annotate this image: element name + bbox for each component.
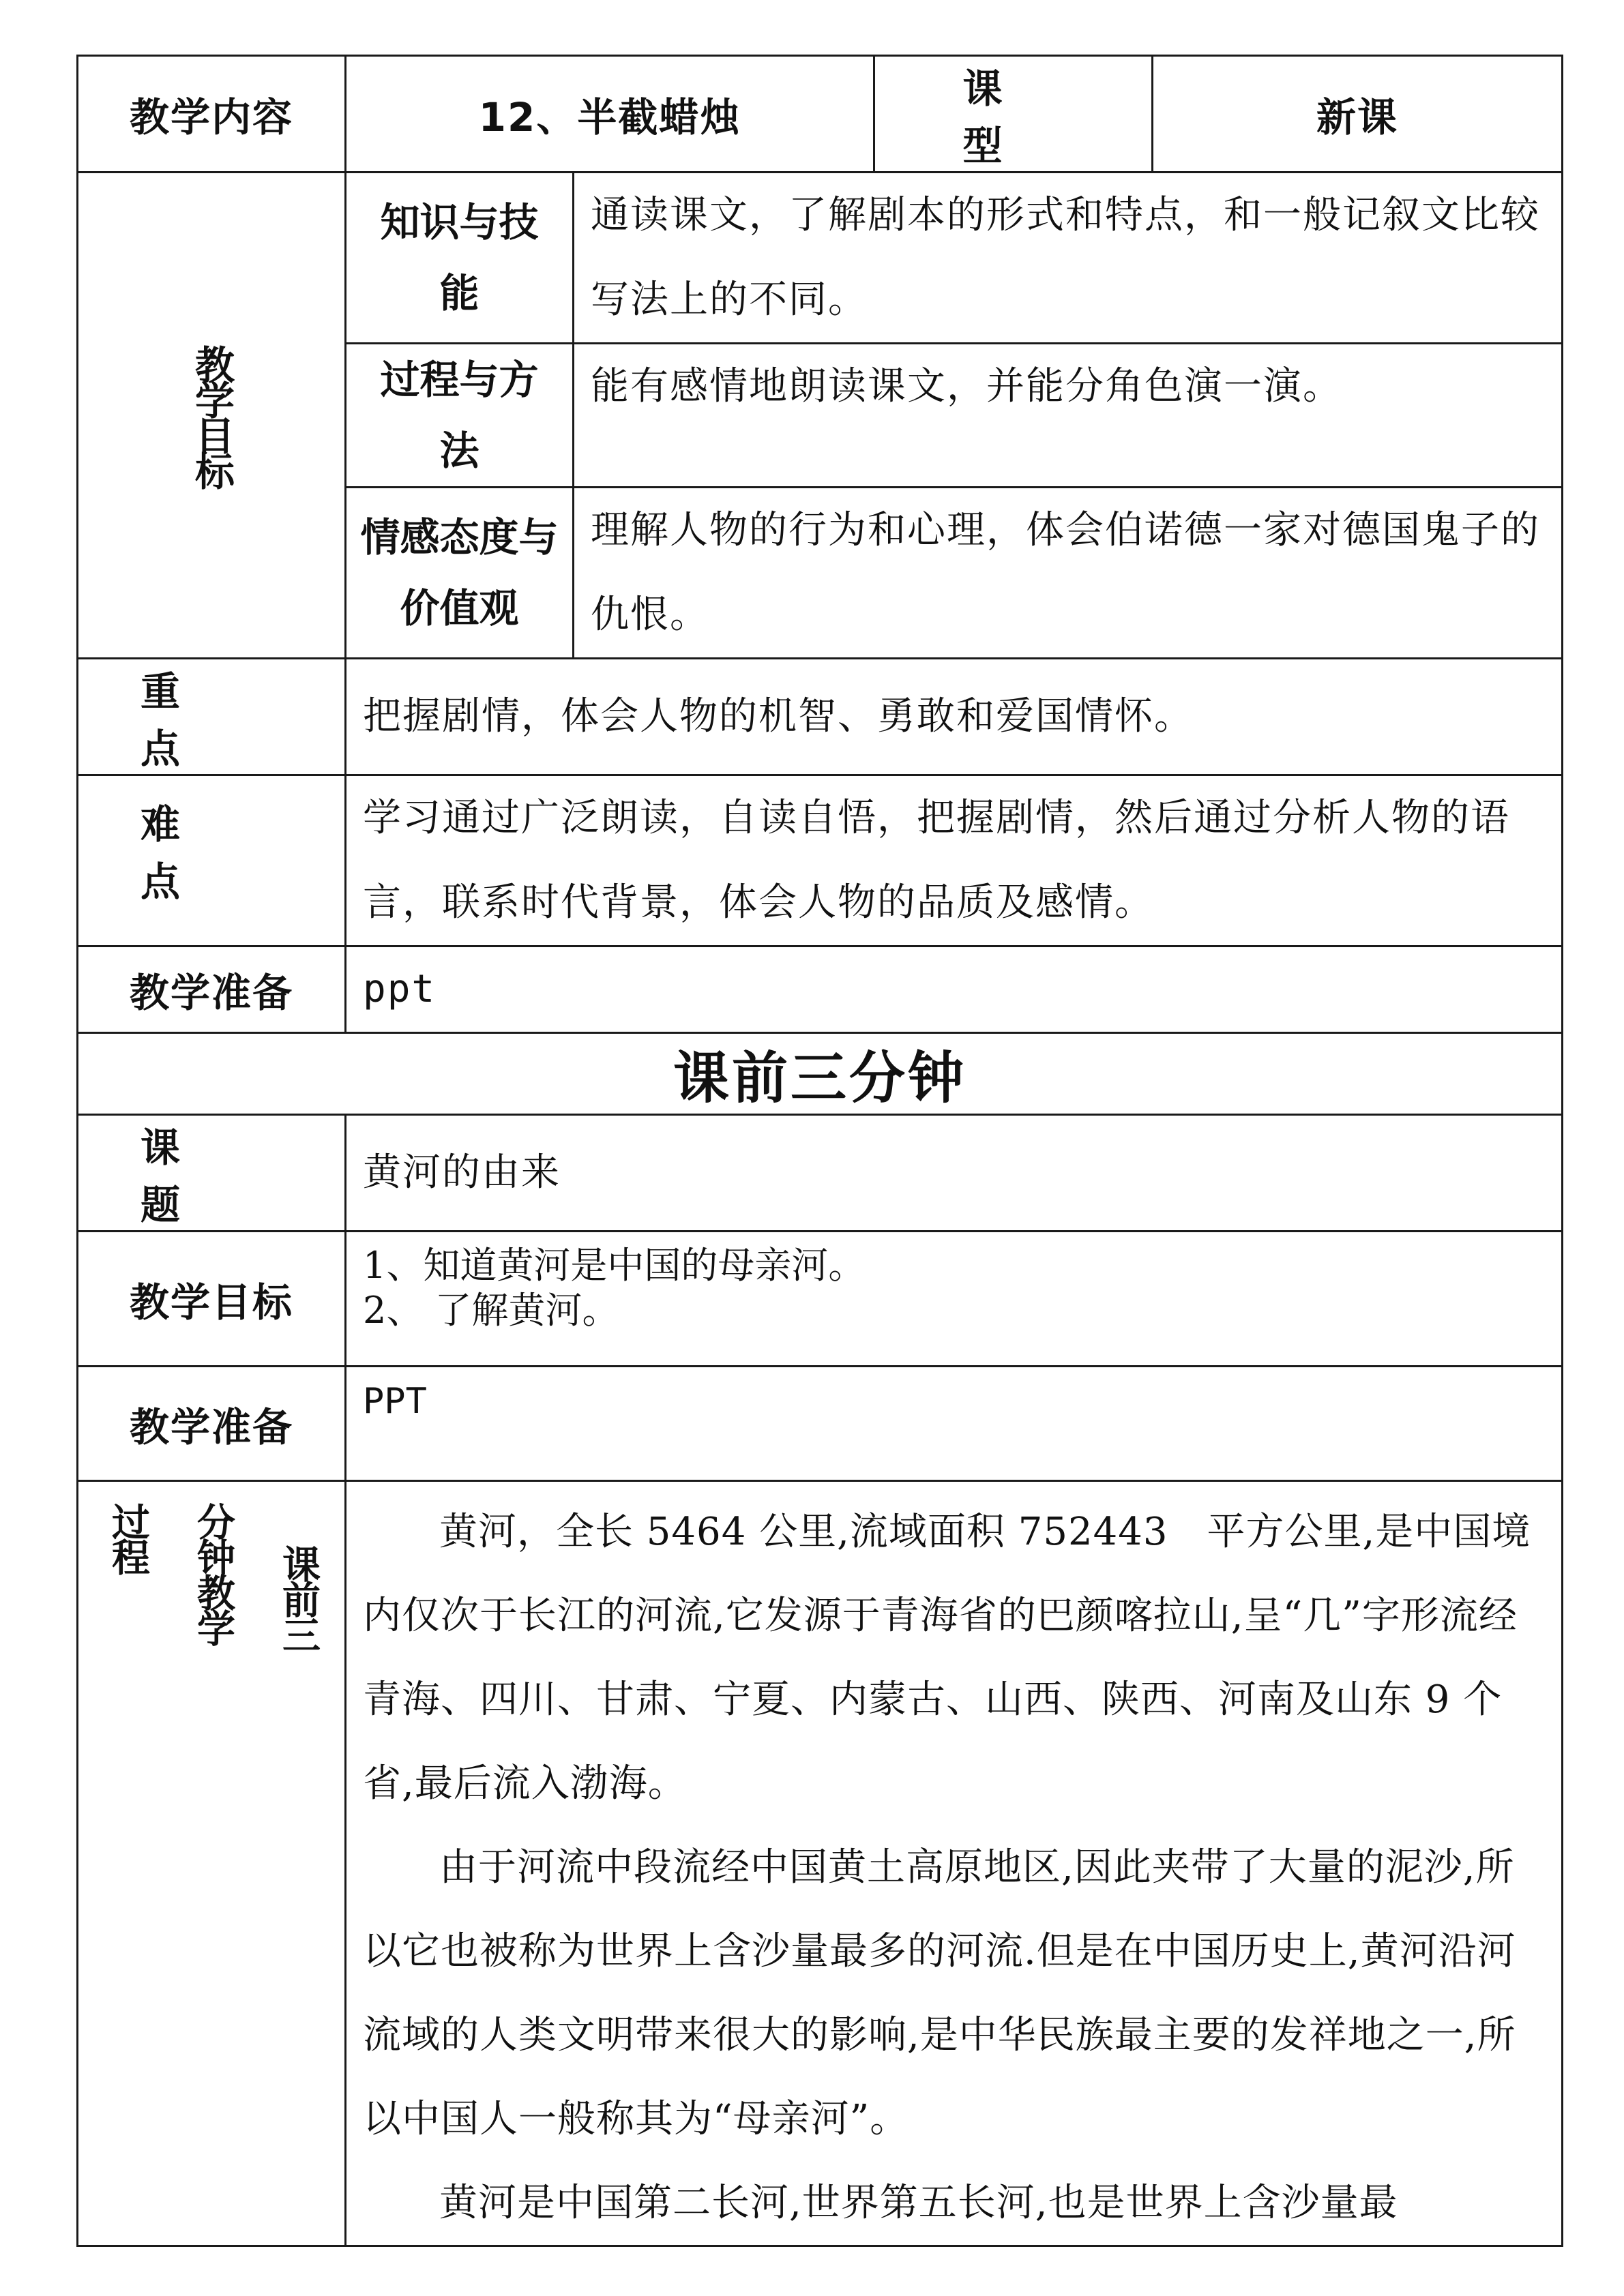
three-min-goals-label: 教学目标 — [78, 1232, 346, 1367]
objective-label-process: 过程与方法 — [346, 344, 574, 488]
type-value: 新课 — [1153, 56, 1563, 173]
lesson-plan-table — [76, 55, 1563, 2247]
paragraph: 由于河流中段流经中国黄土高原地区,因此夹带了大量的泥沙,所以它也被称为世界上含沙量最多的河流.但是在中国历史上,黄河沿河流域的人类文明带来很大的影响,是中华民族最主要的发祥地之一,所以中国人一般称其为“母亲河”。 — [363, 1845, 1516, 2141]
three-min-goals-row — [78, 1232, 1563, 1367]
process-label-col-2: 分钟教学 — [191, 1502, 235, 1644]
key-point-row — [78, 659, 1563, 775]
goal-item: 2、 了解黄河。 — [363, 1289, 619, 1332]
type-label-text: 课 型 — [962, 65, 1064, 169]
topic-label-cell — [78, 1115, 346, 1232]
topic-label: 课 题 — [140, 1124, 282, 1228]
objective-text-attitude: 理解人物的行为和心理，体会伯诺德一家对德国鬼子的仇恨。 — [574, 488, 1563, 659]
difficulty-row — [78, 775, 1563, 946]
three-min-prep-text: PPT — [346, 1367, 1563, 1481]
objective-label-knowledge: 知识与技能 — [346, 173, 574, 344]
paragraph: 黄河，全长 5464 公里,流域面积 752443 平方公里,是中国境内仅次于长江的河流,它发源于青海省的巴颜喀拉山,呈“几”字形流经青海、四川、甘肃、宁夏、内蒙古、山西、陕西、河南及山东 9 个省,最后流入渤海。 — [363, 1510, 1531, 1806]
three-min-prep-row — [78, 1367, 1563, 1481]
process-label-cell — [78, 1481, 346, 2246]
content-label: 教学内容 — [78, 56, 346, 173]
objective-label-attitude: 情感态度与价值观 — [346, 488, 574, 659]
objective-text-process: 能有感情地朗读课文，并能分角色演一演。 — [574, 344, 1563, 488]
objectives-label-cell — [78, 173, 346, 659]
objective-row-knowledge — [78, 173, 1563, 344]
paragraph: 黄河是中国第二长河,世界第五长河,也是世界上含沙量最 — [439, 2181, 1398, 2225]
preparation-text: ppt — [346, 946, 1563, 1033]
three-min-prep-label: 教学准备 — [78, 1367, 346, 1481]
key-point-label: 重 点 — [140, 668, 282, 772]
header-row — [78, 56, 1563, 173]
process-row — [78, 1481, 1563, 2246]
three-min-goals-list — [346, 1232, 1563, 1367]
key-point-label-cell — [78, 659, 346, 775]
preparation-label: 教学准备 — [78, 946, 346, 1033]
process-label-col-1: 过程 — [106, 1502, 150, 1573]
process-label-col-3: 课前三 — [276, 1545, 321, 1651]
difficulty-text: 学习通过广泛朗读，自读自悟，把握剧情，然后通过分析人物的语言，联系时代背景，体会人物的品质及感情。 — [346, 775, 1563, 946]
three-minute-heading-row — [78, 1033, 1563, 1115]
objectives-label: 教学目标 — [188, 344, 235, 486]
preparation-row — [78, 946, 1563, 1033]
objective-text-knowledge: 通读课文，了解剧本的形式和特点，和一般记叙文比较写法上的不同。 — [574, 173, 1563, 344]
difficulty-label-cell — [78, 775, 346, 946]
key-point-text: 把握剧情，体会人物的机智、勇敢和爱国情怀。 — [346, 659, 1563, 775]
topic-text: 黄河的由来 — [346, 1115, 1563, 1232]
goal-item: 1、知道黄河是中国的母亲河。 — [363, 1244, 866, 1287]
type-label — [874, 56, 1153, 173]
three-minute-heading: 课前三分钟 — [78, 1033, 1563, 1115]
difficulty-label: 难 点 — [140, 801, 282, 905]
topic-row — [78, 1115, 1563, 1232]
lesson-title: 12、半截蜡烛 — [346, 56, 874, 173]
process-body — [346, 1481, 1563, 2246]
